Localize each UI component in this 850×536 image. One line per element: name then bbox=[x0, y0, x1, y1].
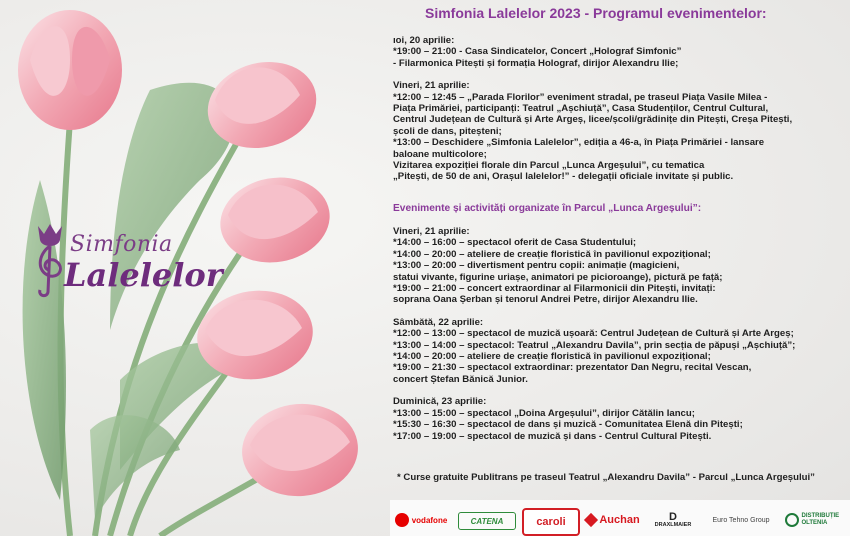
program-line: *12:00 – 13:00 – spectacol de muzică ușoară: Centrul Județean de Cultură și Arte Argeș; bbox=[393, 328, 794, 340]
program-line: *19:00 – 21:00 - Casa Sindicatelor, Concert „Holograf Simfonic” bbox=[393, 46, 682, 58]
program-line: soprana Oana Șerban și tenorul Andrei Petre, dirijor Alexandru Ilie. bbox=[393, 294, 698, 306]
sponsor-logo-vodafone bbox=[390, 510, 452, 530]
sponsor-logo-euro-tehno-group bbox=[706, 510, 776, 530]
program-line: concert Ștefan Bănică Junior. bbox=[393, 373, 528, 385]
program-line: Duminică, 23 aprilie: bbox=[393, 396, 487, 408]
section1-block bbox=[393, 35, 843, 183]
sponsor-logo-catena bbox=[458, 512, 516, 530]
program-line: *14:00 – 20:00 – ateliere de creație floristică în pavilionul expozițional; bbox=[393, 351, 711, 363]
program-line: Piața Primăriei, participanți: Teatrul „Așchiuță”, Casa Studenților, Centrul Cultural, bbox=[393, 103, 769, 115]
sponsors-strip bbox=[390, 500, 850, 536]
program-spacer bbox=[393, 306, 843, 317]
program-line: *19:00 – 21:00 – concert extraordinar al Filarmonicii din Pitești, invitați: bbox=[393, 283, 716, 295]
sponsor-logo-distributie-oltenia bbox=[782, 510, 848, 530]
oltenia-icon bbox=[785, 513, 799, 527]
program-line: „Pitești, de 50 de ani, Orașul lalelelor!” - delegații oficiale invitate și public. bbox=[393, 171, 734, 183]
program-spacer bbox=[393, 385, 843, 396]
program-line: *13:00 – 14:00 – spectacol: Teatrul „Alexandru Davila”, prin secția de păpuși „Așchiuță”; bbox=[393, 339, 796, 351]
program-line: - Filarmonica Pitești și formația Holograf, dirijor Alexandru Ilie; bbox=[393, 57, 679, 69]
program-line: ıoi, 20 aprilie: bbox=[393, 35, 455, 46]
program-line: Vizitarea expoziției florale din Parcul „Lunca Argeșului”, cu tematica bbox=[393, 160, 705, 172]
sponsor-name: CATENA bbox=[470, 516, 504, 526]
program-line: școli de dans, piteșteni; bbox=[393, 125, 502, 137]
program-line: *19:00 – 21:30 – spectacol extraordinar: prezentator Dan Negru, recital Vescan, bbox=[393, 362, 752, 374]
vodafone-icon bbox=[395, 513, 409, 527]
sponsor-name: DRAXLMAIER bbox=[654, 522, 692, 528]
park-events-heading: Evenimente și activități organizate în Parcul „Lunca Argeșului”: bbox=[393, 203, 702, 214]
draxlmaier-d-icon: D bbox=[669, 511, 677, 523]
sponsor-name: DISTRIBUȚIE OLTENIA bbox=[801, 513, 840, 526]
program-line: Vineri, 21 aprilie: bbox=[393, 226, 470, 237]
section2-block bbox=[393, 226, 843, 442]
program-line: Centrul Județean de Cultură și Arte Argeș, licee/școli/grădinițe din Pitești, Creșa Pitești, bbox=[393, 114, 793, 126]
program-panel bbox=[393, 0, 845, 536]
program-line: *17:00 – 19:00 – spectacol de muzică și dans - Centrul Cultural Pitești. bbox=[393, 430, 712, 442]
program-line: Vineri, 21 aprilie: bbox=[393, 80, 470, 92]
program-line: *12:00 – 12:45 – „Parada Florilor” eveniment stradal, pe traseul Piața Vasile Milea - bbox=[393, 91, 768, 103]
program-spacer bbox=[393, 69, 843, 80]
program-line: *13:00 – 20:00 – divertisment pentru copii: animație (magicieni, bbox=[393, 260, 680, 272]
program-line: statui vivante, figurine uriașe, animatori pe picioroange), pictură pe față; bbox=[393, 271, 723, 283]
sponsor-name: Auchan bbox=[599, 514, 640, 526]
sponsor-logo-draxlmaier bbox=[646, 510, 700, 530]
simfonia-lalelelor-logo bbox=[30, 220, 223, 310]
free-bus-note: * Curse gratuite Publitrans pe traseul Teatrul „Alexandru Davila” - Parcul „Lunca Argeșului” bbox=[397, 472, 815, 483]
program-line: *15:30 – 16:30 – spectacol de dans și muzică - Comunitatea Elenă din Pitești; bbox=[393, 419, 743, 431]
sponsor-name: caroli bbox=[536, 516, 566, 528]
program-line: Sâmbătă, 22 aprilie: bbox=[393, 316, 484, 328]
sponsor-name: vodafone bbox=[411, 515, 448, 525]
program-line: *13:00 – Deschidere „Simfonia Lalelelor”, ediția a 46-a, în Piața Primăriei - lansare bbox=[393, 137, 765, 149]
page-title: Simfonia Lalelelor 2023 - Programul evenimentelor: bbox=[425, 5, 767, 21]
program-line: *14:00 – 20:00 – ateliere de creație floristică în pavilionul expozițional; bbox=[393, 248, 711, 260]
program-line: *13:00 – 15:00 – spectacol „Doina Argeșului”, dirijor Cătălin Iancu; bbox=[393, 407, 695, 419]
sponsor-logo-caroli bbox=[522, 508, 580, 536]
sponsor-logo-auchan bbox=[584, 510, 642, 530]
program-line: baloane multicolore; bbox=[393, 148, 487, 160]
logo-line2: Lalelelor bbox=[64, 256, 223, 294]
auchan-bird-icon bbox=[584, 513, 598, 527]
logo-line1: Simfonia bbox=[70, 232, 173, 257]
sponsor-name: Euro Tehno Group bbox=[712, 516, 770, 524]
program-line: *14:00 – 16:00 – spectacol oferit de Casa Studentului; bbox=[393, 237, 637, 249]
